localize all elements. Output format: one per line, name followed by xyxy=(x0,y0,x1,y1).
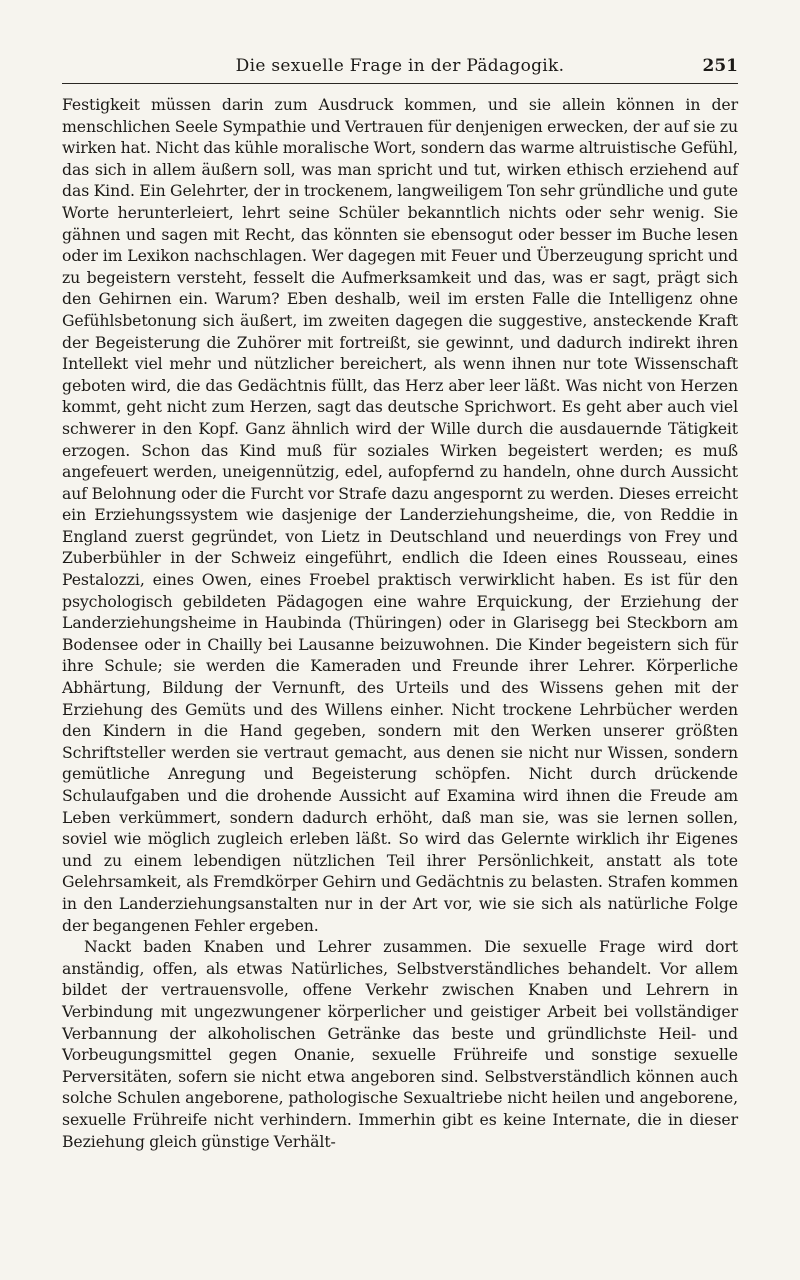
paragraph: Nackt baden Knaben und Lehrer zusammen. Die sexuelle Frage wird dort anständig, offen, als etwas Natürliches, Selbstverständliches behandelt. Vor allem bildet der vertrauensvolle, offene Verkehr zwischen Knaben und Lehrern in Verbindung mit ungezwungener körperlicher und geistiger Arbeit bei vollständiger Verbannung der alkoholischen Getränke das beste und gründlichste Heil- und Vorbeugungsmittel gegen Onanie, sexuelle Frühreife und sonstige sexuelle Perversitäten, sofern sie nicht etwa angeboren sind. Selbstverständlich können auch solche Schulen angeborene, pathologische Sexualtriebe nicht heilen und angeborene, sexuelle Frühreife nicht verhindern. Immerhin gibt es keine Internate, die in dieser Beziehung gleich günstige Verhält- xyxy=(62,937,738,1151)
header-rule xyxy=(62,83,738,84)
page-number: 251 xyxy=(702,56,738,76)
body-text xyxy=(62,94,738,1152)
running-head xyxy=(62,56,738,80)
paragraph: Festigkeit müssen darin zum Ausdruck kommen, und sie allein können in der menschlichen Seele Sympathie und Vertrauen für denjenigen erwecken, der auf sie zu wirken hat. Nicht das kühle moralische Wort, sondern das warme altruistische Gefühl, das sich in allem äußern soll, was man spricht und tut, wirken ethisch erziehend auf das Kind. Ein Gelehrter, der in trockenem, langweiligem Ton sehr gründliche und gute Worte herunterleiert, lehrt seine Schüler bekanntlich nichts oder sehr wenig. Sie gähnen und sagen mit Recht, das könnten sie ebensogut oder besser im Buche lesen oder im Lexikon nachschlagen. Wer dagegen mit Feuer und Überzeugung spricht und zu begeistern versteht, fesselt die Aufmerksamkeit und das, was er sagt, prägt sich den Gehirnen ein. Warum? Eben deshalb, weil im ersten Falle die Intelligenz ohne Gefühlsbetonung sich äußert, im zweiten dagegen die suggestive, ansteckende Kraft der Begeisterung die Zuhörer mit fortreißt, sie gewinnt, und dadurch indirekt ihren Intellekt viel mehr und nützlicher bereichert, als wenn ihnen nur tote Wissenschaft geboten wird, die das Gedächtnis füllt, das Herz aber leer läßt. Was nicht von Herzen kommt, geht nicht zum Herzen, sagt das deutsche Sprichwort. Es geht aber auch viel schwerer in den Kopf. Ganz ähnlich wird der Wille durch die ausdauernde Tätigkeit erzogen. Schon das Kind muß für soziales Wirken begeistert werden; es muß angefeuert werden, uneigennützig, edel, aufopfernd zu handeln, ohne durch Aussicht auf Belohnung oder die Furcht vor Strafe dazu angespornt zu werden. Dieses erreicht ein Erziehungssystem wie dasjenige der Landerziehungsheime, die, von Reddie in England zuerst gegründet, von Lietz in Deutschland und neuerdings von Frey und Zuberbühler in der Schweiz eingeführt, endlich die Ideen eines Rousseau, eines Pestalozzi, eines Owen, eines Froebel praktisch verwirklicht haben. Es ist für den psychologisch gebildeten Pädagogen eine wahre Erquickung, der Erziehung der Landerziehungsheime in Haubinda (Thüringen) oder in Glarisegg bei Steckborn am Bodensee oder in Chailly bei Lausanne beizuwohnen. Die Kinder begeistern sich für ihre Schule; sie werden die Kameraden und Freunde ihrer Lehrer. Körperliche Abhärtung, Bildung der Vernunft, des Urteils und des Wissens gehen mit der Erziehung des Gemüts und des Willens einher. Nicht trockene Lehrbücher werden den Kindern in die Hand gegeben, sondern mit den Werken unserer größten Schriftsteller werden sie vertraut gemacht, aus denen sie nicht nur Wissen, sondern gemütliche Anregung und Begeisterung schöpfen. Nicht durch drückende Schulaufgaben und die drohende Aussicht auf Examina wird ihnen die Freude am Leben verkümmert, sondern dadurch erhöht, daß man sie, was sie lernen sollen, soviel wie möglich zugleich erleben läßt. So wird das Gelernte wirklich ihr Eigenes und zu einem lebendigen nützlichen Teil ihrer Persönlichkeit, anstatt als tote Gelehrsamkeit, als Fremdkörper Gehirn und Gedächtnis zu belasten. Strafen kommen in den Landerziehungsanstalten nur in der Art vor, wie sie sich als natürliche Folge der begangenen Fehler ergeben. xyxy=(62,95,738,935)
running-title: Die sexuelle Frage in der Pädagogik. xyxy=(235,56,565,76)
